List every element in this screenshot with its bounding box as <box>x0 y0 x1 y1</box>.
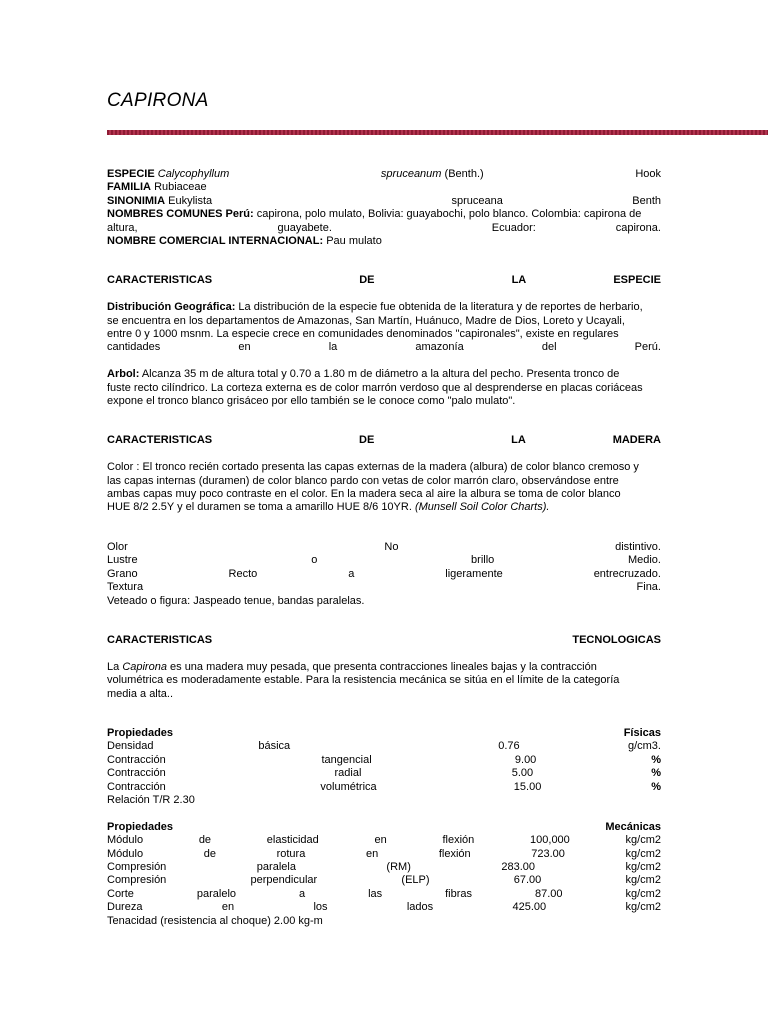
table-row: Contracción volumétrica 15.00 % <box>107 780 661 793</box>
title-divider <box>107 130 768 135</box>
propiedades-fisicas-heading: Propiedades Físicas <box>107 726 661 739</box>
especie-species: spruceanum <box>380 168 442 180</box>
familia-line <box>107 181 661 194</box>
arbol-paragraph: Arbol: Alcanza 35 m de altura total y 0.70 a 1.80 m de diámetro a la altura del pecho. Presenta tronco de fuste recto cilíndrico. La corteza externa es de color marrón verdoso que al desprenderse en placas coriáceas expone el tronco blanco grisáceo por ello también se le conoce como "palo mulato". <box>107 368 643 408</box>
section-heading-especie: CARACTERISTICAS DE LA ESPECIE <box>107 274 661 287</box>
table-row: Densidad básica 0.76 g/cm3. <box>107 740 661 753</box>
section-heading-madera: CARACTERISTICAS DE LA MADERA <box>107 434 661 447</box>
mecanicas-table <box>107 834 661 928</box>
especie-genus: Calycophyllum <box>157 168 230 180</box>
color-paragraph: Color : El tronco recién cortado presenta las capas externas de la madera (albura) de color blanco cremoso y las capas internas (duramen) de color blanco pardo con vetas de color marrón claro, observándose entre ambas capas muy poco contraste en el color. En la madera seca al aire la albura se toma de color blanco HUE 8/2 2.5Y y el duramen se toma a amarillo HUE 8/6 10YR. (Munsell Soil Color Charts). <box>107 461 639 514</box>
nombre-comercial-value: Pau mulato <box>326 235 382 248</box>
table-row: Contracción tangencial 9.00 % <box>107 753 661 766</box>
veteado-line: Veteado o figura: Jaspeado tenue, bandas paralelas. <box>107 594 365 607</box>
page-title: CAPIRONA <box>107 90 209 111</box>
table-row: Módulo de elasticidad en flexión 100,000 kg/cm2 <box>107 834 661 847</box>
familia-label: FAMILIA <box>107 181 151 194</box>
familia-value: Rubiaceae <box>154 181 207 194</box>
especie-label: ESPECIE <box>107 168 155 180</box>
nombres-comunes-line-2: altura, guayabete. Ecuador: capirona. <box>107 221 661 234</box>
sinonimia-label: SINONIMIA <box>107 194 166 207</box>
table-row: Dureza en los lados 425.00 kg/cm2 <box>107 901 661 914</box>
especie-end: Hook <box>635 168 661 180</box>
table-row: Compresión perpendicular (ELP) 67.00 kg/cm2 <box>107 874 661 887</box>
arbol-label: Arbol: <box>107 368 140 381</box>
nombre-comercial-line <box>107 235 661 248</box>
nombre-comercial-label: NOMBRE COMERCIAL INTERNACIONAL: <box>107 235 324 248</box>
table-row: Contracción radial 5.00 % <box>107 767 661 780</box>
munsell-reference: (Munsell Soil Color Charts). <box>414 501 550 514</box>
document-body <box>107 168 661 928</box>
sinonimia-species: spruceana <box>451 194 503 207</box>
relacion-tr: Relación T/R 2.30 <box>107 793 195 806</box>
nombres-comunes-label: NOMBRES COMUNES Perú: <box>107 208 254 221</box>
sinonimia-genus: Eukylista <box>168 194 213 207</box>
olor-row: Olor No distintivo. <box>107 540 661 553</box>
fisicas-table <box>107 740 661 807</box>
distribucion-paragraph: Distribución Geográfica: La distribución de la especie fue obtenida de la literatura y de reportes de herbario, se encuentra en los departamentos de Amazonas, San Martín, Huánuco, Madre de Dios, Loreto y Ucayali, entre 0 y 1000 msnm. La especie crece en comunidades denominados "capironales", existe en regulares cantidades en la amazonía del Perú. <box>107 301 661 354</box>
section-heading-tecnologicas: CARACTERISTICAS TECNOLOGICAS <box>107 633 661 646</box>
grano-row: Grano Recto a ligeramente entrecruzado. <box>107 567 661 580</box>
sinonimia-author: Benth <box>632 194 661 207</box>
especie-line <box>107 168 661 181</box>
nombres-comunes-line: NOMBRES COMUNES Perú: capirona, polo mulato, Bolivia: guayabochi, polo blanco. Colombia: capirona de <box>107 208 642 221</box>
species-name: Capirona <box>122 660 167 673</box>
tenacidad-line: Tenacidad (resistencia al choque) 2.00 kg-m <box>107 914 323 927</box>
table-row: Corte paralelo a las fibras 87.00 kg/cm2 <box>107 887 661 900</box>
lustre-row: Lustre o brillo Medio. <box>107 554 661 567</box>
tecnologicas-paragraph: La Capirona es una madera muy pesada, que presenta contracciones lineales bajas y la contracción volumétrica es moderadamente estable. Para la resistencia mecánica se sitúa en el límite de la categoría media a alta.. <box>107 660 620 700</box>
table-row: Módulo de rotura en flexión 723.00 kg/cm2 <box>107 847 661 860</box>
especie-author: (Benth.) <box>444 168 484 180</box>
distribucion-label: Distribución Geográfica: <box>107 301 236 314</box>
table-row: Compresión paralela (RM) 283.00 kg/cm2 <box>107 860 661 873</box>
propiedades-mecanicas-heading: Propiedades Mecánicas <box>107 820 661 833</box>
sinonimia-line <box>107 195 661 208</box>
textura-row: Textura Fina. <box>107 581 661 594</box>
